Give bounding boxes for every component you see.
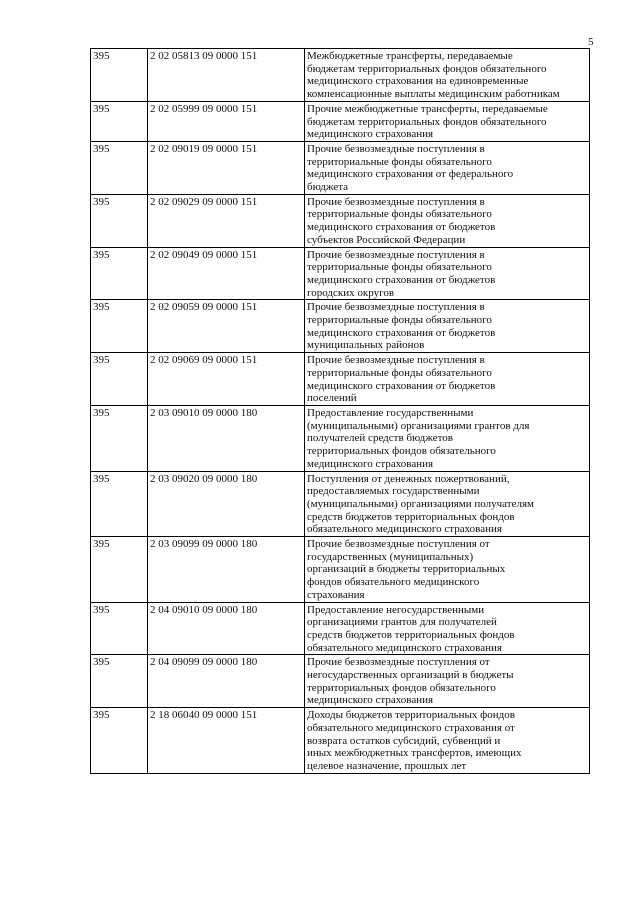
table-row <box>91 655 590 708</box>
budget-classification-code-cell: 2 02 09049 09 0000 151 <box>148 247 305 300</box>
description-line: негосударственных организаций в бюджеты <box>307 669 514 682</box>
admin-code-cell: 395 <box>91 194 148 247</box>
description-line: городских округов <box>307 286 395 299</box>
description-line: территориальные фонды обязательного <box>307 261 492 274</box>
description-line: медицинского страхования на единовременные <box>307 75 529 88</box>
admin-code-cell: 395 <box>91 247 148 300</box>
table-row <box>91 194 590 247</box>
description-line: Прочие безвозмездные поступления от <box>307 656 490 669</box>
description-line: территориальных фондов обязательного <box>307 681 496 694</box>
budget-classification-code-cell: 2 02 05999 09 0000 151 <box>148 101 305 141</box>
admin-code-cell: 395 <box>91 49 148 102</box>
description-line: Поступления от денежных пожертвований, <box>307 472 510 485</box>
description-line: целевое назначение, прошлых лет <box>307 759 467 772</box>
description-line: медицинского страхования от бюджетов <box>307 379 496 392</box>
description-line: организаций в бюджеты территориальных <box>307 563 506 576</box>
description-line: Прочие межбюджетные трансферты, передаваемые <box>307 102 548 115</box>
budget-classification-code-cell: 2 02 05813 09 0000 151 <box>148 49 305 102</box>
table-body <box>91 49 590 774</box>
description-line: бюджетам территориальных фондов обязательного <box>307 115 547 128</box>
admin-code-cell: 395 <box>91 602 148 655</box>
description-line: организациями грантов для получателей <box>307 616 497 629</box>
description-line: медицинского страхования от федерального <box>307 168 514 181</box>
description-line: Доходы бюджетов территориальных фондов <box>307 709 515 722</box>
budget-classification-code-cell: 2 18 06040 09 0000 151 <box>148 708 305 774</box>
revenue-description-cell <box>305 247 590 300</box>
table-row <box>91 300 590 353</box>
description-line: Прочие безвозмездные поступления от <box>307 538 490 551</box>
table-row <box>91 537 590 603</box>
description-line: бюджетам территориальных фондов обязательного <box>307 62 547 75</box>
table-row <box>91 708 590 774</box>
budget-codes-table <box>90 48 590 774</box>
description-line: территориальные фонды обязательного <box>307 314 492 327</box>
revenue-description-cell <box>305 353 590 406</box>
description-line: медицинского страхования от бюджетов <box>307 326 496 339</box>
page-number: 5 <box>588 36 594 48</box>
description-line: Прочие безвозмездные поступления в <box>307 301 485 314</box>
table-row <box>91 101 590 141</box>
description-line: медицинского страхования от бюджетов <box>307 221 496 234</box>
table-row <box>91 602 590 655</box>
revenue-description-cell <box>305 300 590 353</box>
description-line: обязательного медицинского страхования <box>307 523 502 536</box>
description-line: (муниципальными) организациями получателям <box>307 497 534 510</box>
description-line: медицинского страхования <box>307 128 434 141</box>
table-row <box>91 471 590 537</box>
description-line: поселений <box>307 392 357 405</box>
budget-classification-code-cell: 2 04 09010 09 0000 180 <box>148 602 305 655</box>
table-row <box>91 405 590 471</box>
description-line: территориальных фондов обязательного <box>307 445 496 458</box>
revenue-description-cell <box>305 194 590 247</box>
revenue-description-cell <box>305 471 590 537</box>
admin-code-cell: 395 <box>91 708 148 774</box>
description-line: предоставляемых государственными <box>307 485 480 498</box>
budget-classification-code-cell: 2 03 09020 09 0000 180 <box>148 471 305 537</box>
budget-classification-code-cell: 2 03 09099 09 0000 180 <box>148 537 305 603</box>
table-row <box>91 49 590 102</box>
description-line: фондов обязательного медицинского <box>307 576 480 589</box>
description-line: Прочие безвозмездные поступления в <box>307 142 485 155</box>
revenue-description-cell <box>305 708 590 774</box>
budget-classification-code-cell: 2 02 09029 09 0000 151 <box>148 194 305 247</box>
description-line: бюджета <box>307 181 349 194</box>
budget-classification-code-cell: 2 03 09010 09 0000 180 <box>148 405 305 471</box>
description-line: Прочие безвозмездные поступления в <box>307 195 485 208</box>
table-row <box>91 353 590 406</box>
description-line: средств бюджетов территориальных фондов <box>307 628 515 641</box>
description-line: обязательного медицинского страхования от <box>307 721 515 734</box>
table-row <box>91 141 590 194</box>
description-line: муниципальных районов <box>307 339 425 352</box>
description-line: медицинского страхования <box>307 457 434 470</box>
revenue-description-cell <box>305 537 590 603</box>
description-line: Предоставление государственными <box>307 406 474 419</box>
revenue-description-cell <box>305 655 590 708</box>
description-line: территориальные фонды обязательного <box>307 366 492 379</box>
admin-code-cell: 395 <box>91 405 148 471</box>
description-line: Прочие безвозмездные поступления в <box>307 248 485 261</box>
description-line: субъектов Российской Федерации <box>307 233 466 246</box>
revenue-description-cell <box>305 141 590 194</box>
description-line: территориальные фонды обязательного <box>307 208 492 221</box>
description-line: медицинского страхования от бюджетов <box>307 273 496 286</box>
description-line: средств бюджетов территориальных фондов <box>307 510 515 523</box>
admin-code-cell: 395 <box>91 537 148 603</box>
budget-classification-code-cell: 2 02 09059 09 0000 151 <box>148 300 305 353</box>
revenue-description-cell <box>305 101 590 141</box>
description-line: страхования <box>307 588 365 601</box>
description-line: Предоставление негосударственными <box>307 603 485 616</box>
description-line: (муниципальными) организациями грантов для <box>307 419 530 432</box>
revenue-description-cell <box>305 49 590 102</box>
budget-classification-code-cell: 2 04 09099 09 0000 180 <box>148 655 305 708</box>
admin-code-cell: 395 <box>91 353 148 406</box>
description-line: иных межбюджетных трансфертов, имеющих <box>307 747 522 760</box>
admin-code-cell: 395 <box>91 471 148 537</box>
description-line: обязательного медицинского страхования <box>307 641 502 654</box>
description-line: компенсационные выплаты медицинским работникам <box>307 88 560 101</box>
description-line: государственных (муниципальных) <box>307 550 474 563</box>
budget-classification-code-cell: 2 02 09019 09 0000 151 <box>148 141 305 194</box>
admin-code-cell: 395 <box>91 300 148 353</box>
revenue-description-cell <box>305 405 590 471</box>
description-line: Межбюджетные трансферты, передаваемые <box>307 50 513 62</box>
revenue-description-cell <box>305 602 590 655</box>
table-row <box>91 247 590 300</box>
admin-code-cell: 395 <box>91 101 148 141</box>
admin-code-cell: 395 <box>91 141 148 194</box>
description-line: медицинского страхования <box>307 694 434 707</box>
description-line: возврата остатков субсидий, субвенций и <box>307 734 501 747</box>
admin-code-cell: 395 <box>91 655 148 708</box>
budget-classification-code-cell: 2 02 09069 09 0000 151 <box>148 353 305 406</box>
description-line: Прочие безвозмездные поступления в <box>307 354 485 367</box>
description-line: территориальные фонды обязательного <box>307 155 492 168</box>
description-line: получателей средств бюджетов <box>307 432 453 445</box>
